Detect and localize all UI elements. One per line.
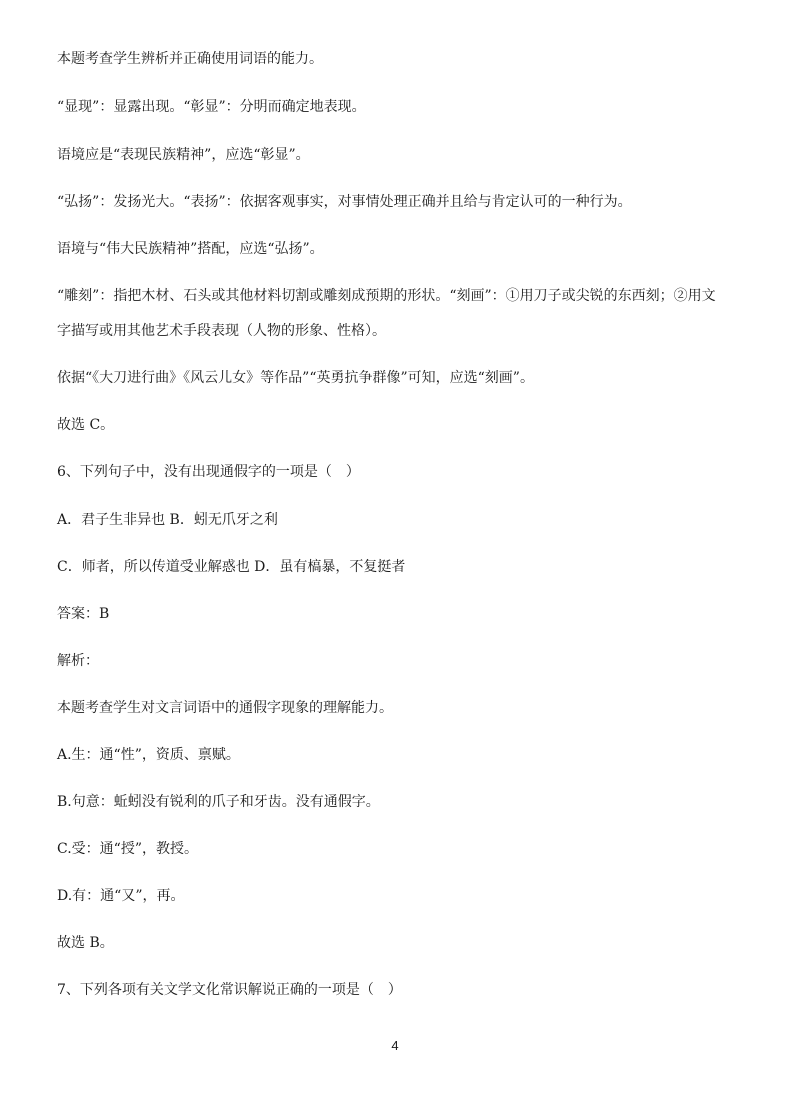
page-number: 4 xyxy=(391,1038,399,1053)
text-line: 依据“《大刀进行曲》《风云儿女》等作品”“英勇抗争群像”可知，应选“刻画”。 xyxy=(57,370,534,386)
text-line: D.有：通“又”，再。 xyxy=(57,888,185,904)
text-line: 本题考查学生对文言词语中的通假字现象的理解能力。 xyxy=(57,700,393,716)
text-line: 故选 B。 xyxy=(57,935,114,951)
text-line: “弘扬”：发扬光大。“表扬”：依据客观事实，对事情处理正确并且给与肯定认可的一种行为。 xyxy=(57,194,632,210)
answer-line: 答案：B xyxy=(57,606,110,622)
question-6-options-cd: C．师者，所以传道受业解惑也 D．虽有槁暴，不复挺者 xyxy=(57,559,406,575)
text-line: C.受：通“授”，教授。 xyxy=(57,841,198,857)
text-line: 本题考查学生辨析并正确使用词语的能力。 xyxy=(57,51,323,67)
text-line: 故选 C。 xyxy=(57,417,115,433)
text-line: 字描写或用其他艺术手段表现（人物的形象、性格）。 xyxy=(57,323,386,339)
text-line: “显现”：显露出现。“彰显”：分明而确定地表现。 xyxy=(57,99,366,115)
text-line: “雕刻”：指把木材、石头或其他材料切割或雕刻成预期的形状。“刻画”：①用刀子或尖锐的东西刻；②用文 xyxy=(57,288,716,304)
analysis-heading: 解析： xyxy=(57,653,99,669)
question-6-options-ab: A．君子生非异也 B．蚓无爪牙之利 xyxy=(57,512,278,528)
text-line: 语境与“伟大民族精神”搭配，应选“弘扬”。 xyxy=(57,241,324,257)
question-6-title: 6、下列句子中，没有出现通假字的一项是（ ） xyxy=(57,464,360,480)
text-line: B.句意：蚯蚓没有锐利的爪子和牙齿。没有通假字。 xyxy=(57,794,380,810)
text-line: A.生：通“性”，资质、禀赋。 xyxy=(57,747,240,763)
question-7-title: 7、下列各项有关文学文化常识解说正确的一项是（ ） xyxy=(57,982,402,998)
text-line: 语境应是“表现民族精神”，应选“彰显”。 xyxy=(57,147,310,163)
